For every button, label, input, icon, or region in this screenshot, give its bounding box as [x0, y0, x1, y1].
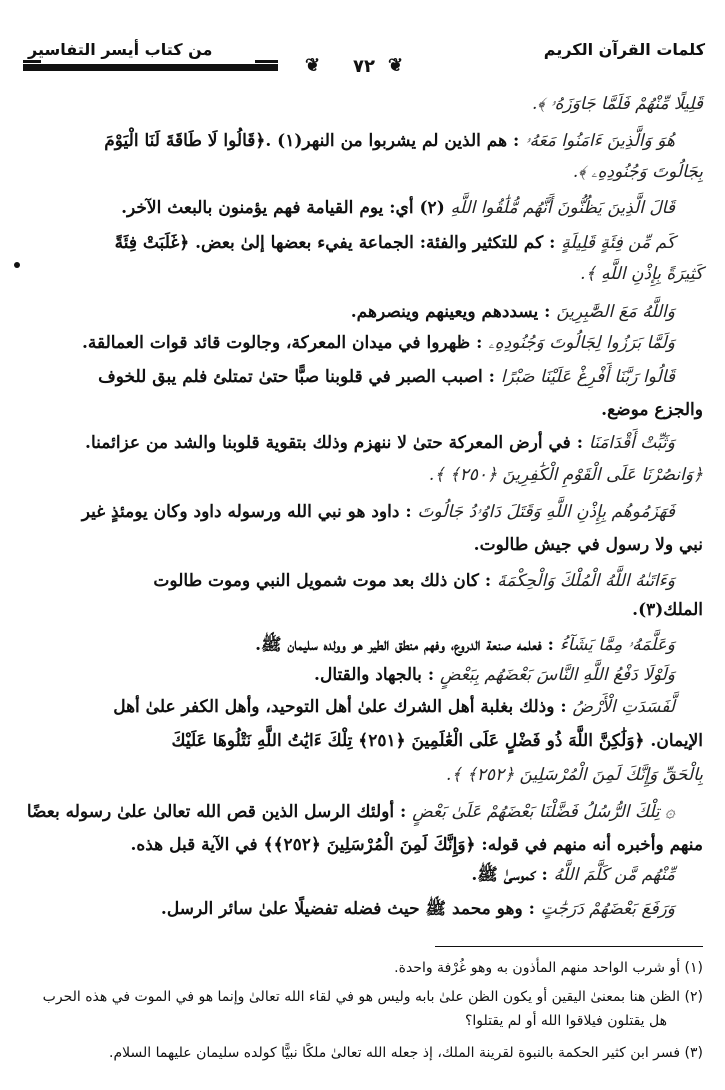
- text-line: وَءَاتَىٰهُ اللَّهُ الْمُلْكَ وَالْحِكْمَةَ : كان ذلك بعد موت شمويل النبي وموت طالوت: [153, 571, 675, 591]
- text-line: مِّنْهُم مَّن كَلَّمَ اللَّهُ : كموسىٰ ﷺ.: [471, 865, 675, 885]
- ornament-icon: ❦: [388, 55, 404, 76]
- page-number: ٧٢: [353, 56, 375, 77]
- book-title: كلمات القرآن الكريم: [543, 40, 705, 59]
- text-line: ﴿وَانصُرْنَا عَلَى الْقَوْمِ الْكَٰفِرِينَ ﴿٢٥٠﴾ ﴾.: [428, 465, 703, 485]
- text-line: لَّفَسَدَتِ الْأَرْضُ : وذلك بغلبة أهل الشرك علىٰ أهل التوحيد، وأهل الكفر علىٰ أهل: [113, 697, 675, 717]
- text-line: قَالُوا رَبَّنَا أَفْرِغْ عَلَيْنَا صَبْرًا : اصبب الصبر في قلوبنا صبًّا حتىٰ تمتلئ فلم يبق للخوف: [98, 367, 675, 387]
- text-line: وَثَبِّتْ أَقْدَامَنَا : في أرض المعركة حتىٰ لا ننهزم وذلك بتقوية قلوبنا والشد من عزائمنا.: [85, 433, 675, 453]
- text-line: بِجَالُوتَ وَجُنُودِهِۦ ﴾.: [572, 162, 703, 182]
- text-line: الملك(٣).: [632, 600, 703, 620]
- text-line: منهم وأخبره أنه منهم في قوله: ﴿وَإِنَّكَ لَمِنَ الْمُرْسَلِينَ ﴿٢٥٢﴾﴾ في الآية قبل هذه.: [130, 835, 703, 855]
- text-line: بِالْحَقِّ وَإِنَّكَ لَمِنَ الْمُرْسَلِينَ ﴿٢٥٢﴾ ﴾.: [446, 765, 703, 785]
- text-line: وَاللَّهُ مَعَ الصَّٰبِرِينَ : يسددهم ويعينهم وينصرهم.: [350, 302, 675, 322]
- text-line: الإيمان. ﴿وَلَٰكِنَّ اللَّهَ ذُو فَضْلٍ عَلَى الْعَٰلَمِينَ ﴿٢٥١﴾ تِلْكَ ءَايَٰتُ اللَّهِ نَتْلُوهَا عَلَيْكَ: [171, 731, 703, 751]
- footnote: (١) أو شرب الواحد منهم المأذون به وهو غُرْفة واحدة.: [394, 960, 703, 976]
- text-line: قَالَ الَّذِينَ يَظُنُّونَ أَنَّهُم مُّلَٰقُوا اللَّهِ (٢) أي: يوم القيامة فهم يؤمنون بالبعث الآخر.: [121, 198, 675, 218]
- text-line: كَثِيرَةً بِإِذْنِ اللَّهِ ﴾.: [580, 264, 703, 284]
- header-rule-left: [28, 64, 278, 71]
- ornament-icon: ❦: [305, 55, 321, 76]
- text-line: ۞ تِلْكَ الرُّسُلُ فَضَّلْنَا بَعْضَهُمْ عَلَىٰ بَعْضٍ : أولئك الرسل الذين قص الله تعالىٰ علىٰ رسوله بعضًا: [26, 802, 675, 822]
- margin-mark: [14, 262, 20, 268]
- text-line: نبي ولا رسول في جيش طالوت.: [473, 535, 703, 555]
- text-line: والجزع موضع.: [601, 400, 703, 420]
- text-line: قَلِيلًا مِّنْهُمْ فَلَمَّا جَاوَزَهُۥ ﴾.: [532, 94, 703, 114]
- text-line: فَهَزَمُوهُم بِإِذْنِ اللَّهِ وَقَتَلَ دَاوُۥدُ جَالُوتَ : داود هو نبي الله ورسوله داود وكان يومئذٍ غير: [81, 502, 675, 522]
- source-title: من كتاب أيسر التفاسير: [28, 40, 213, 59]
- text-line: هُوَ وَالَّذِينَ ءَامَنُوا مَعَهُۥ : هم الذين لم يشربوا من النهر(١) .﴿قَالُوا لَا طَاقَةَ لَنَا الْيَوْمَ: [104, 131, 675, 151]
- text-line: كَم مِّن فِئَةٍ قَلِيلَةٍ : كم للتكثير والفئة: الجماعة يفيء بعضها إلىٰ بعض. ﴿غَلَبَتْ فِئَةً: [114, 233, 675, 253]
- footnote: (٣) فسر ابن كثير الحكمة بالنبوة لقرينة الملك، إذ جعله الله تعالىٰ ملكًا نبيًّا كولده سليمان عليهما السلام.: [109, 1045, 703, 1061]
- text-line: وَرَفَعَ بَعْضَهُمْ دَرَجَٰتٍ : وهو محمد ﷺ حيث فضله تفضيلًا علىٰ سائر الرسل.: [160, 899, 675, 919]
- text-line: وَلَمَّا بَرَزُوا لِجَالُوتَ وَجُنُودِهِۦ : ظهروا في ميدان المعركة، وجالوت قائد قوات العمالقة.: [81, 333, 675, 353]
- text-line: وَعَلَّمَهُۥ مِمَّا يَشَآءُ : فعلمه صنعة الدروع، وفهم منطق الطير هو وولده سليمان ﷺ.: [255, 635, 675, 655]
- footnote: هل يقتلون فيلاقوا الله أو لم يقتلوا؟: [464, 1013, 667, 1029]
- footnote-divider: [435, 946, 703, 947]
- footnote: (٢) الظن هنا بمعنىٰ اليقين أو يكون الظن علىٰ بابه وليس هو في لقاء الله تعالىٰ وإنما هو في الموت في هذه الحرب: [42, 989, 703, 1005]
- text-line: وَلَوْلَا دَفْعُ اللَّهِ النَّاسَ بَعْضَهُم بِبَعْضٍ : بالجهاد والقتال.: [314, 665, 675, 685]
